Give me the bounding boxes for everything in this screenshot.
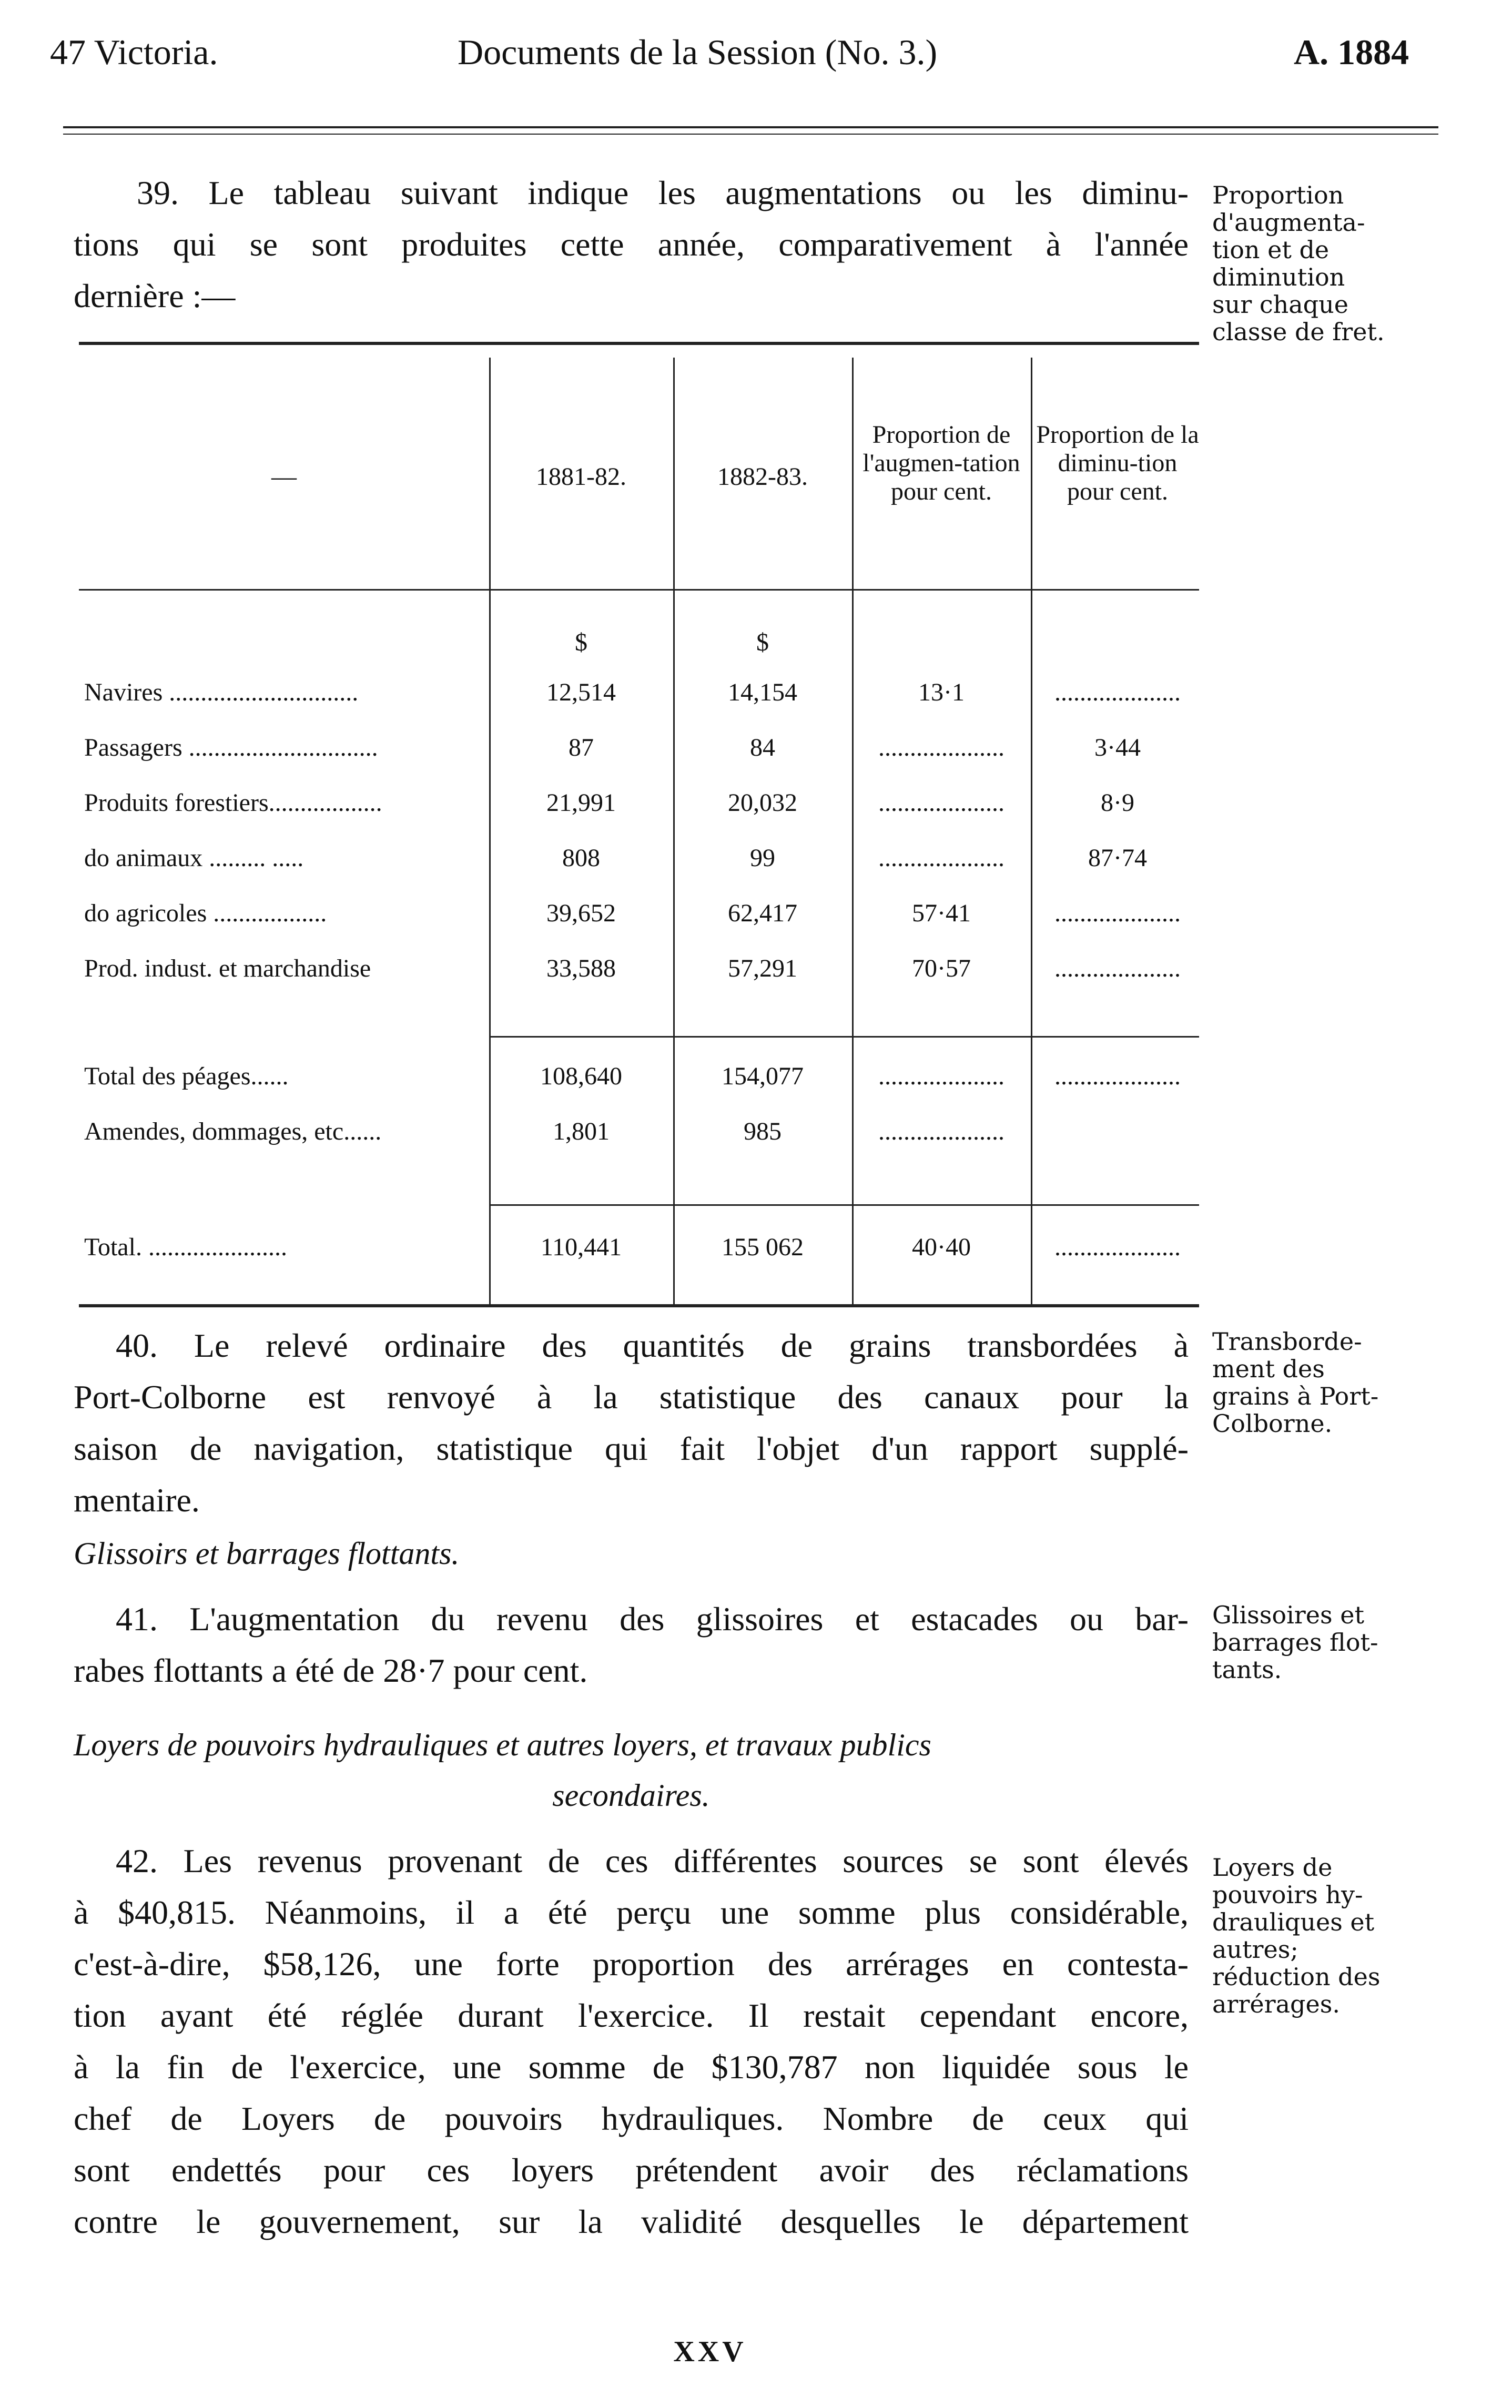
table-cell-a: 110,441 [540, 1233, 622, 1261]
para42-line-7: sont endettés pour ces loyers prétendent avoir des réclamations [74, 2151, 1189, 2189]
sidenote-41 [1212, 1601, 1378, 1683]
header-center: Documents de la Session (No. 3.) [458, 32, 938, 72]
para42-line-2: à $40,815. Néanmoins, il a été perçu une somme plus considérable, [74, 1894, 1189, 1931]
table-cell-dec: .................... [1054, 954, 1181, 982]
sidenote-42-line: Loyers de [1212, 1853, 1333, 1882]
para39-line-3: dernière :— [74, 277, 236, 314]
table-cell-label: Prod. indust. et marchandise [84, 954, 371, 982]
table-cell-inc: 70·57 [912, 954, 971, 982]
table-cell-dec: .................... [1054, 899, 1181, 927]
sidenote-39 [1212, 181, 1385, 346]
header-rule-bottom [63, 134, 1438, 135]
paragraph-42 [74, 1835, 1189, 2248]
para42-line-5: à la fin de l'exercice, une somme de $130,787 non liquidée sous le [74, 2048, 1189, 2086]
table-cell-inc: .................... [878, 844, 1004, 872]
sidenote-40-line: Colborne. [1212, 1409, 1333, 1438]
sidenote-42-line: arrérages. [1212, 1990, 1340, 2018]
table-cell-b: 985 [744, 1117, 782, 1145]
table-cell-label: Navires .............................. [84, 678, 359, 706]
para41-line-2: rabes flottants a été de 28·7 pour cent. [74, 1652, 588, 1689]
currency-1881: $ [575, 628, 587, 656]
para39-line-2: tions qui se sont produites cette année, comparativement à l'année [74, 226, 1189, 263]
table-cell-b: 154,077 [722, 1062, 804, 1090]
table-cell-b: 84 [750, 734, 775, 761]
table-cell-a: 808 [562, 844, 600, 872]
para42-line-4: tion ayant été réglée durant l'exercice. Il restait cependant encore, [74, 1997, 1189, 2034]
sidenote-39-line: tion et de [1212, 236, 1330, 264]
table-cell-label: do agricoles .................. [84, 899, 327, 927]
heading-loyers-line-2: secondaires. [552, 1778, 710, 1813]
para40-line-2: Port-Colborne est renvoyé à la statistique des canaux pour la [74, 1378, 1189, 1416]
heading-loyers-line-1: Loyers de pouvoirs hydrauliques et autres loyers, et travaux publics [74, 1728, 931, 1762]
table-cell-b: 57,291 [728, 954, 797, 982]
table-cell-label: do animaux ......... ..... [84, 844, 304, 872]
sidenote-39-line: sur chaque [1212, 290, 1348, 319]
header-left: 47 Victoria. [50, 32, 218, 72]
table-cell-inc: .................... [878, 1117, 1004, 1145]
table-cell-b: 14,154 [728, 678, 797, 706]
para42-line-1: 42. Les revenus provenant de ces différentes sources se sont élevés [116, 1842, 1189, 1879]
sidenote-42-line: drauliques et [1212, 1908, 1375, 1936]
table-cell-b: 155 062 [722, 1233, 804, 1261]
para42-line-3: c'est-à-dire, $58,126, une forte proportion des arrérages en contesta- [74, 1945, 1189, 1983]
sidenote-39-line: diminution [1212, 263, 1345, 291]
sidenote-42-line: autres; [1212, 1935, 1298, 1964]
sidenote-39-line: classe de fret. [1212, 318, 1385, 346]
heading-glissoirs: Glissoirs et barrages flottants. [74, 1536, 460, 1571]
para42-line-8: contre le gouvernement, sur la validité desquelles le département [74, 2203, 1189, 2240]
table-top-rule [79, 342, 1199, 345]
table-cell-a: 1,801 [553, 1117, 610, 1145]
table-cell-dec: .................... [1054, 1062, 1181, 1090]
table-cell-inc: .................... [878, 1062, 1004, 1090]
sidenote-40-line: grains à Port- [1212, 1382, 1379, 1410]
table-header-decrease: Proportion de la diminu-tion pour cent. [1036, 421, 1199, 505]
table-cell-a: 33,588 [546, 954, 616, 982]
para40-line-4: mentaire. [74, 1481, 200, 1519]
table-cell-dec: 87·74 [1088, 844, 1147, 872]
table-cell-a: 12,514 [546, 678, 616, 706]
sidenote-40 [1212, 1328, 1378, 1437]
sidenote-39-line: d'augmenta- [1212, 208, 1365, 237]
table-cell-inc: .................... [878, 789, 1004, 817]
table-cell-label: Total. ...................... [84, 1233, 287, 1261]
header-rule-top [63, 126, 1438, 128]
paragraph-41 [74, 1593, 1189, 1696]
table-cell-label: Produits forestiers.................. [84, 789, 382, 817]
table-sub-rule [489, 1036, 1199, 1038]
heading-loyers [74, 1720, 1189, 1821]
page-footer: XXV [673, 2335, 747, 2368]
sidenote-42-line: pouvoirs hy- [1212, 1881, 1363, 1909]
para39-line-1: 39. Le tableau suivant indique les augmentations ou les diminu- [137, 174, 1189, 211]
paragraph-40 [74, 1320, 1189, 1526]
table-cell-inc: 13·1 [918, 678, 965, 706]
para40-line-3: saison de navigation, statistique qui fait l'objet d'un rapport supplé- [74, 1430, 1189, 1467]
table-cell-label: Passagers .............................. [84, 734, 378, 761]
para41-line-1: 41. L'augmentation du revenu des glissoires et estacades ou bar- [116, 1600, 1189, 1638]
currency-1882: $ [756, 628, 769, 656]
table-cell-dec: 3·44 [1094, 734, 1141, 761]
sidenote-40-line: ment des [1212, 1355, 1325, 1383]
column-divider [489, 358, 491, 1304]
header-right: A. 1884 [1294, 32, 1409, 72]
table-bottom-rule [79, 1304, 1199, 1307]
sidenote-42 [1212, 1854, 1380, 2018]
column-divider [673, 358, 675, 1304]
table-header-1881: 1881-82. [536, 463, 626, 491]
table-cell-label: Amendes, dommages, etc...... [84, 1117, 382, 1145]
table-cell-dec: 8·9 [1101, 789, 1134, 817]
para40-line-1: 40. Le relevé ordinaire des quantités de grains transbordées à [116, 1327, 1189, 1364]
table-cell-b: 99 [750, 844, 775, 872]
para42-line-6: chef de Loyers de pouvoirs hydrauliques. Nombre de ceux qui [74, 2100, 1189, 2137]
sidenote-39-line: Proportion [1212, 181, 1344, 209]
column-divider [1031, 358, 1032, 1304]
table-cell-a: 39,652 [546, 899, 616, 927]
table-cell-dec: .................... [1054, 1233, 1181, 1261]
sidenote-41-line: barrages flot- [1212, 1628, 1378, 1657]
table-header-1882: 1882-83. [717, 463, 808, 491]
sidenote-42-line: réduction des [1212, 1963, 1381, 1991]
table-total-rule [489, 1204, 1199, 1206]
table-cell-b: 20,032 [728, 789, 797, 817]
sidenote-40-line: Transborde- [1212, 1327, 1362, 1356]
column-divider [852, 358, 854, 1304]
table-header-increase: Proportion de l'augmen-tation pour cent. [862, 421, 1020, 505]
table-header-label: — [271, 463, 297, 491]
table-cell-inc: .................... [878, 734, 1004, 761]
paragraph-39 [74, 167, 1189, 322]
sidenote-41-line: Glissoires et [1212, 1601, 1364, 1629]
table-cell-inc: 40·40 [912, 1233, 971, 1261]
sidenote-41-line: tants. [1212, 1655, 1282, 1684]
table-cell-inc: 57·41 [912, 899, 971, 927]
table-cell-b: 62,417 [728, 899, 797, 927]
table-cell-label: Total des péages...... [84, 1062, 289, 1090]
table-cell-a: 21,991 [546, 789, 616, 817]
table-cell-a: 87 [569, 734, 594, 761]
table-cell-a: 108,640 [540, 1062, 622, 1090]
table-cell-dec: .................... [1054, 678, 1181, 706]
